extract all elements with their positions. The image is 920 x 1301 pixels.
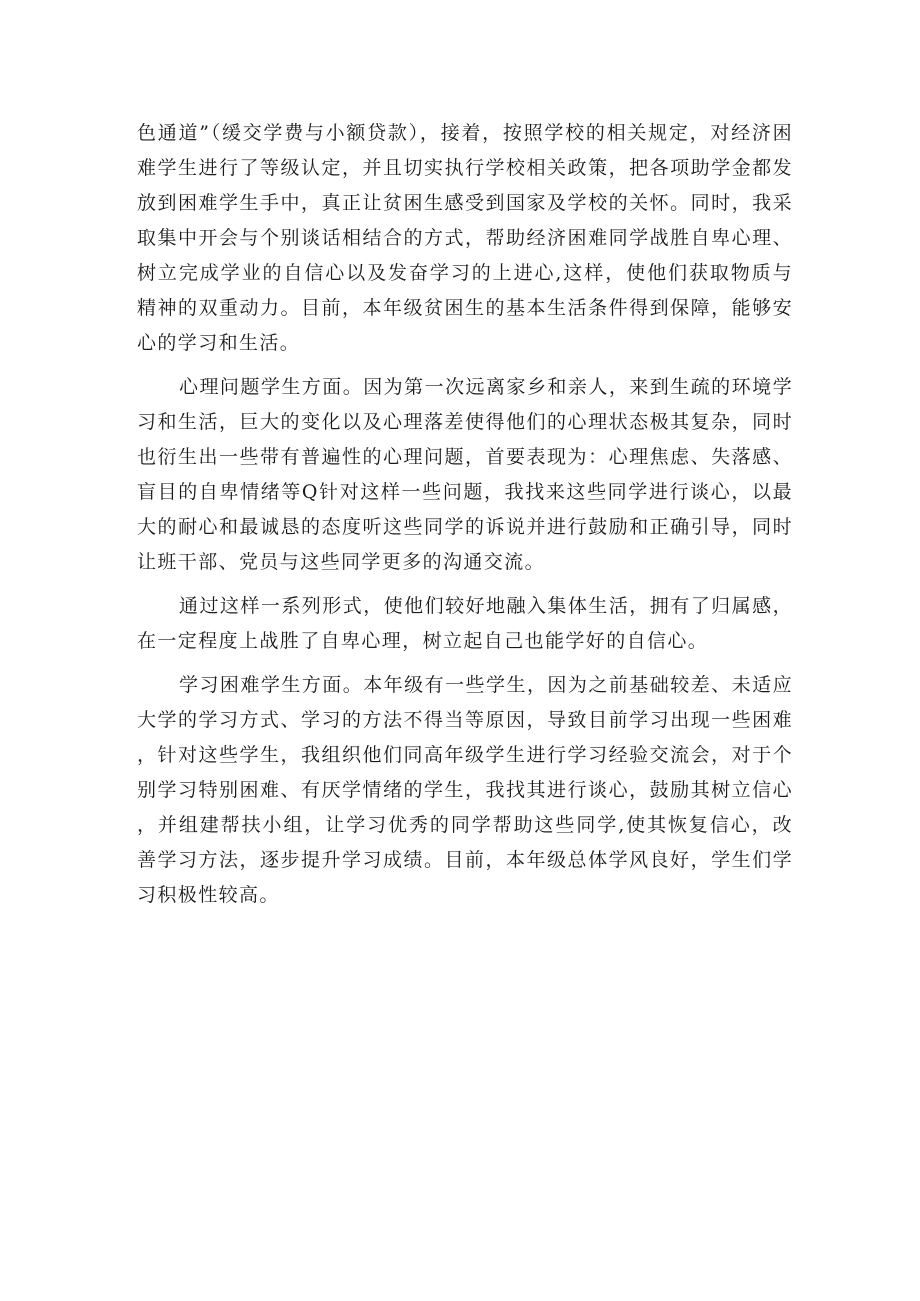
paragraph-psychological-issues: 心理问题学生方面。因为第一次远离家乡和亲人，来到生疏的环境学习和生活，巨大的变化以及心理落差使得他们的心理状态极其复杂，同时也衍生出一些带有普遍性的心理问题，首要表现为：心理焦虑、失落感、盲目的自卑情绪等Q针对这样一些问题，我找来这些同学进行谈心，以最大的耐心和最诚恳的态度听这些同学的诉说并进行鼓励和正确引导，同时让班干部、党员与这些同学更多的沟通交流。 — [137, 376, 793, 573]
document-body — [137, 116, 793, 922]
paragraph-integration: 通过这样一系列形式，使他们较好地融入集体生活，拥有了归属感，在一定程度上战胜了自卑心理，树立起自己也能学好的自信心。 — [137, 595, 793, 652]
paragraph-learning-difficulties: 学习困难学生方面。本年级有一些学生，因为之前基础较差、未适应大学的学习方式、学习的方法不得当等原因，导致目前学习出现一些困难，针对这些学生，我组织他们同高年级学生进行学习经验交流会，对于个别学习特别困难、有厌学情绪的学生，我找其进行谈心，鼓励其树立信心，并组建帮扶小组，让学习优秀的同学帮助这些同学,使其恢复信心，改善学习方法，逐步提升学习成绩。目前，本年级总体学风良好，学生们学习积极性较高。 — [137, 674, 793, 906]
paragraph-financial-aid: 色通道”（缓交学费与小额贷款），接着，按照学校的相关规定，对经济困难学生进行了等级认定，并且切实执行学校相关政策，把各项助学金都发放到困难学生手中，真正让贫困生感受到国家及学校的关怀。同时，我采取集中开会与个别谈话相结合的方式，帮助经济困难同学战胜自卑心理、树立完成学业的自信心以及发奋学习的上进心,这样，使他们获取物质与精神的双重动力。目前，本年级贫困生的基本生活条件得到保障，能够安心的学习和生活。 — [137, 122, 793, 354]
